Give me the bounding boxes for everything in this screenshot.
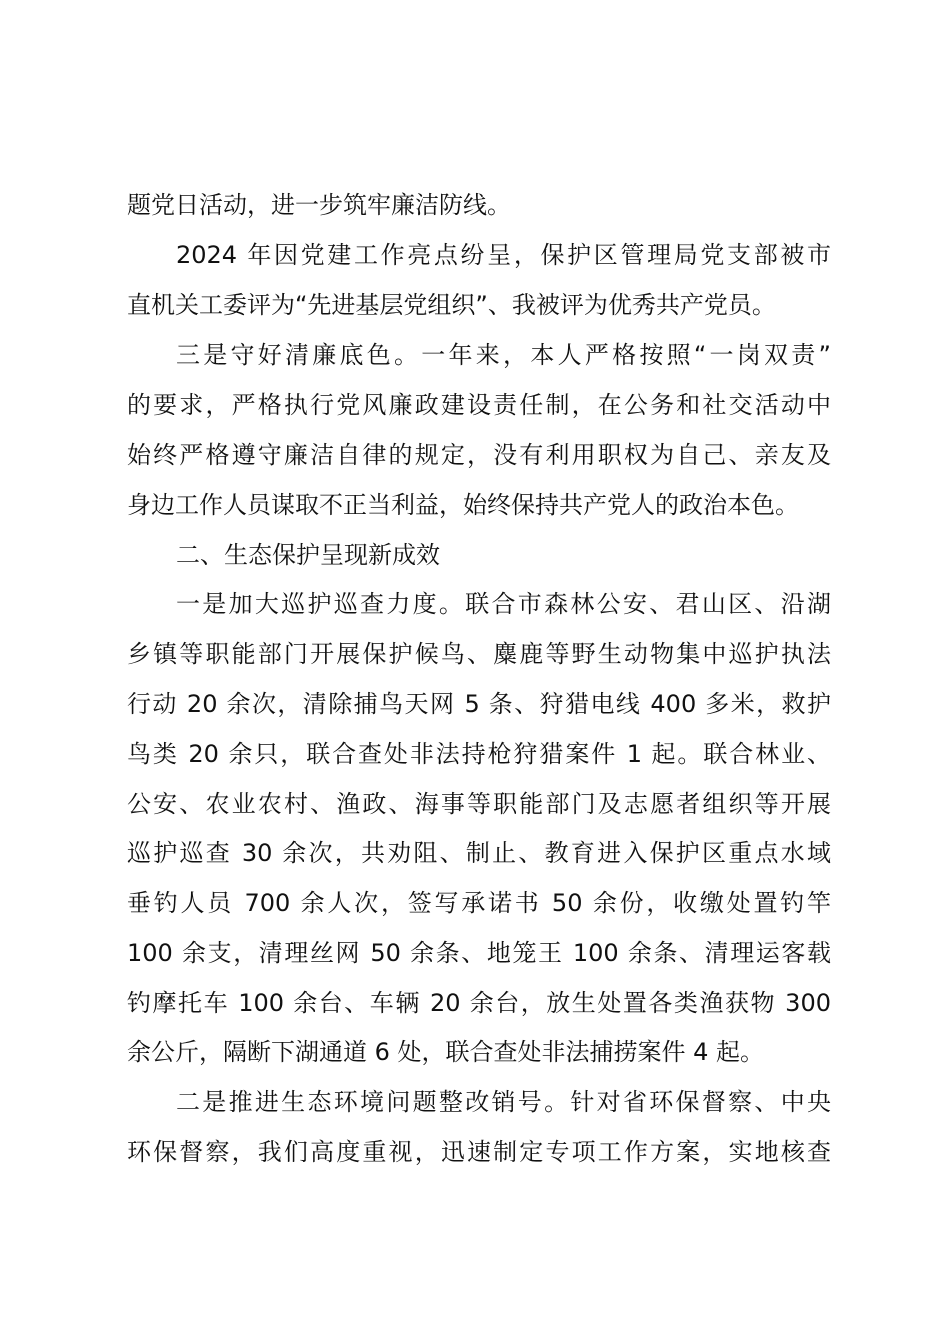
text-line-4: 三是守好清廉底色。一年来，本人严格按照“一岗双责” (176, 341, 831, 369)
text-line-13: 公安、农业农村、渔政、海事等职能部门及志愿者组织等开展 (127, 790, 831, 818)
text-line-14: 巡护巡查 30 余次，共劝阻、制止、教育进入保护区重点水域 (127, 839, 831, 867)
section-heading: 二、生态保护呈现新成效 (176, 541, 440, 569)
text-line-5: 的要求，严格执行党风廉政建设责任制，在公务和社交活动中 (127, 391, 831, 419)
text-line-16: 100 余支，清理丝网 50 余条、地笼王 100 余条、清理运客载 (127, 939, 831, 967)
text-line-1: 题党日活动，进一步筑牢廉洁防线。 (127, 191, 511, 219)
text-line-19: 二是推进生态环境问题整改销号。针对省环保督察、中央 (176, 1088, 831, 1116)
text-line-3: 直机关工委评为“先进基层党组织”、我被评为优秀共产党员。 (127, 291, 776, 319)
text-line-15: 垂钓人员 700 余人次，签写承诺书 50 余份，收缴处置钓竿 (127, 889, 831, 917)
text-line-11: 行动 20 余次，清除捕鸟天网 5 条、狩猎电线 400 多米，救护 (127, 690, 831, 718)
text-line-10: 乡镇等职能部门开展保护候鸟、麋鹿等野生动物集中巡护执法 (127, 640, 831, 668)
text-line-2: 2024 年因党建工作亮点纷呈，保护区管理局党支部被市 (176, 241, 831, 269)
text-line-18: 余公斤，隔断下湖通道 6 处，联合查处非法捕捞案件 4 起。 (127, 1038, 765, 1066)
text-line-9: 一是加大巡护巡查力度。联合市森林公安、君山区、沿湖 (176, 590, 831, 618)
text-line-6: 始终严格遵守廉洁自律的规定，没有利用职权为自己、亲友及 (127, 441, 831, 469)
text-line-7: 身边工作人员谋取不正当利益，始终保持共产党人的政治本色。 (127, 491, 799, 519)
text-line-12: 鸟类 20 余只，联合查处非法持枪狩猎案件 1 起。联合林业、 (127, 740, 831, 768)
text-line-17: 钓摩托车 100 余台、车辆 20 余台，放生处置各类渔获物 300 (127, 989, 831, 1017)
text-line-20: 环保督察，我们高度重视，迅速制定专项工作方案，实地核查 (127, 1138, 831, 1166)
